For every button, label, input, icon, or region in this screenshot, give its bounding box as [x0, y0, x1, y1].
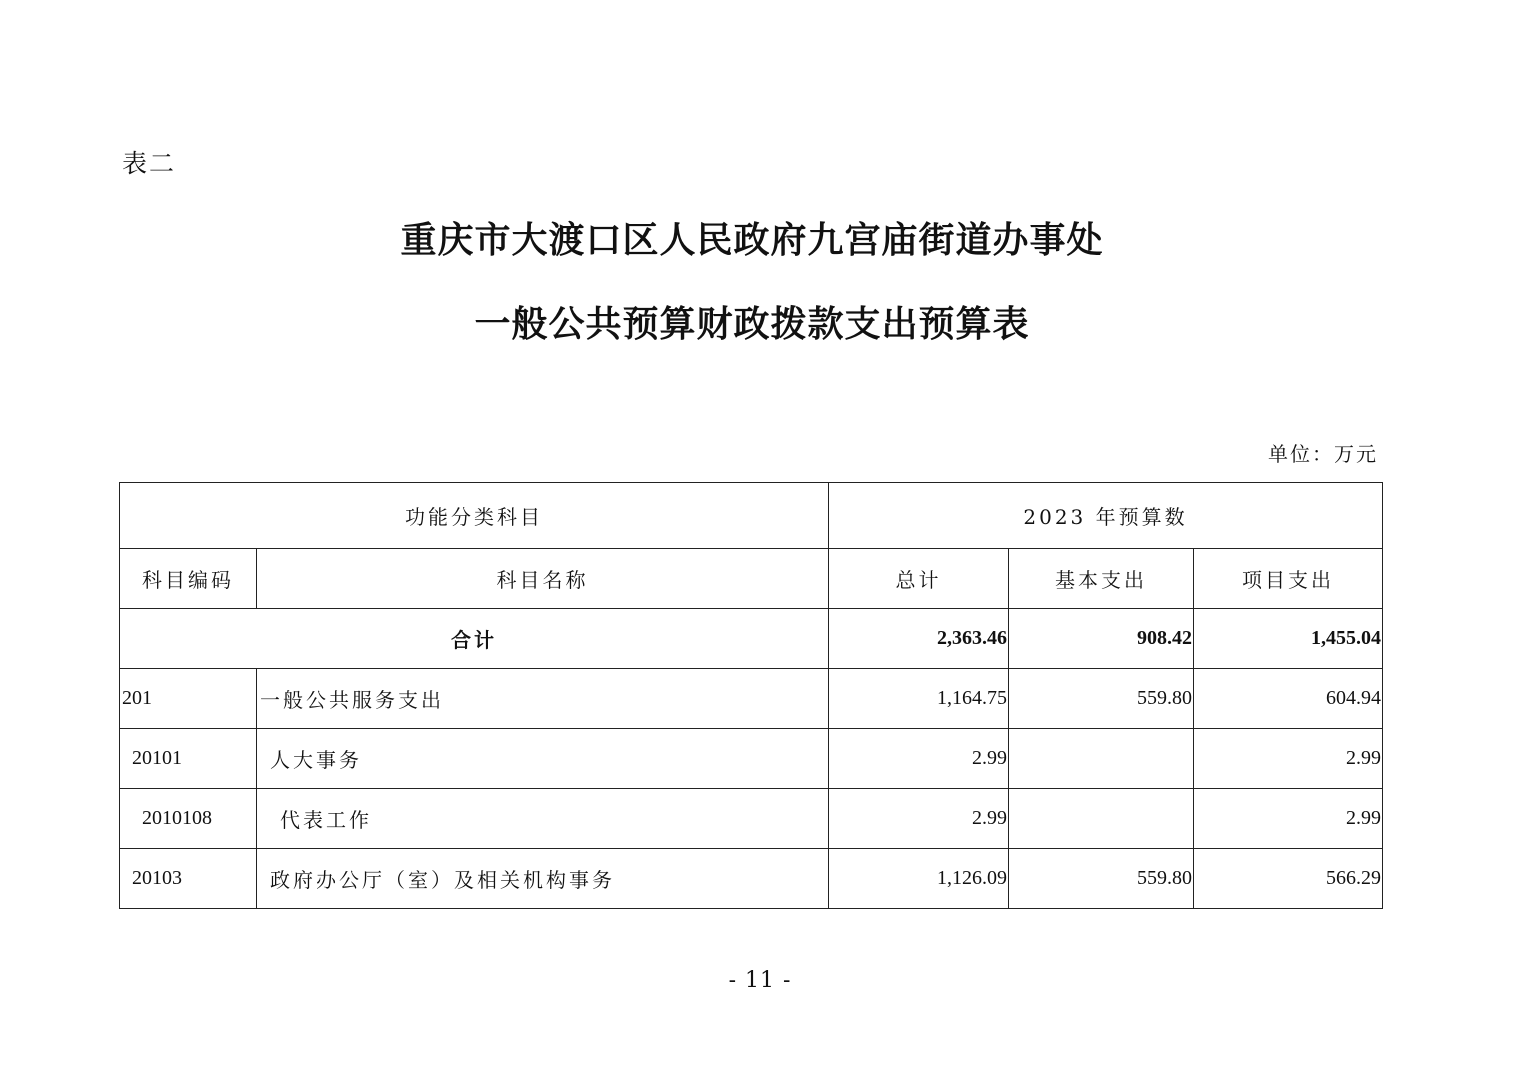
row-basic: 559.80 [1009, 669, 1194, 729]
document-title-line-1: 重庆市大渡口区人民政府九宫庙街道办事处 [400, 219, 1104, 261]
table-row [120, 729, 1383, 789]
row-code: 20101 [120, 729, 257, 789]
row-name: 政府办公厅（室）及相关机构事务 [257, 849, 829, 909]
row-project: 2.99 [1194, 729, 1383, 789]
row-code: 201 [120, 669, 257, 729]
row-basic: 559.80 [1009, 849, 1194, 909]
row-project: 2.99 [1194, 789, 1383, 849]
row-name: 一般公共服务支出 [257, 669, 829, 729]
header-project-expenditure: 项目支出 [1194, 549, 1383, 609]
header-row-columns [120, 549, 1383, 609]
summary-row [120, 609, 1383, 669]
row-project: 604.94 [1194, 669, 1383, 729]
row-total: 1,164.75 [829, 669, 1009, 729]
row-total: 2.99 [829, 729, 1009, 789]
header-row-group [120, 483, 1383, 549]
summary-total: 2,363.46 [829, 609, 1009, 669]
row-name: 人大事务 [257, 729, 829, 789]
row-project: 566.29 [1194, 849, 1383, 909]
row-basic [1009, 729, 1194, 789]
budget-table [119, 482, 1383, 909]
header-function-classification: 功能分类科目 [120, 483, 829, 549]
document-title-line-2: 一般公共预算财政拨款支出预算表 [474, 303, 1030, 345]
row-name: 代表工作 [257, 789, 829, 849]
row-total: 1,126.09 [829, 849, 1009, 909]
header-budget-year: 2023 年预算数 [829, 483, 1383, 549]
row-code: 20103 [120, 849, 257, 909]
summary-project: 1,455.04 [1194, 609, 1383, 669]
header-basic-expenditure: 基本支出 [1009, 549, 1194, 609]
table-row [120, 789, 1383, 849]
row-basic [1009, 789, 1194, 849]
page-number: - 11 - [728, 968, 792, 993]
summary-basic: 908.42 [1009, 609, 1194, 669]
table-row [120, 849, 1383, 909]
header-subject-code: 科目编码 [120, 549, 257, 609]
summary-label: 合计 [120, 609, 829, 669]
table-row [120, 669, 1383, 729]
header-total: 总计 [829, 549, 1009, 609]
row-code: 2010108 [120, 789, 257, 849]
unit-label: 单位：万元 [1268, 442, 1378, 466]
header-subject-name: 科目名称 [257, 549, 829, 609]
row-total: 2.99 [829, 789, 1009, 849]
table-label: 表二 [122, 149, 177, 178]
